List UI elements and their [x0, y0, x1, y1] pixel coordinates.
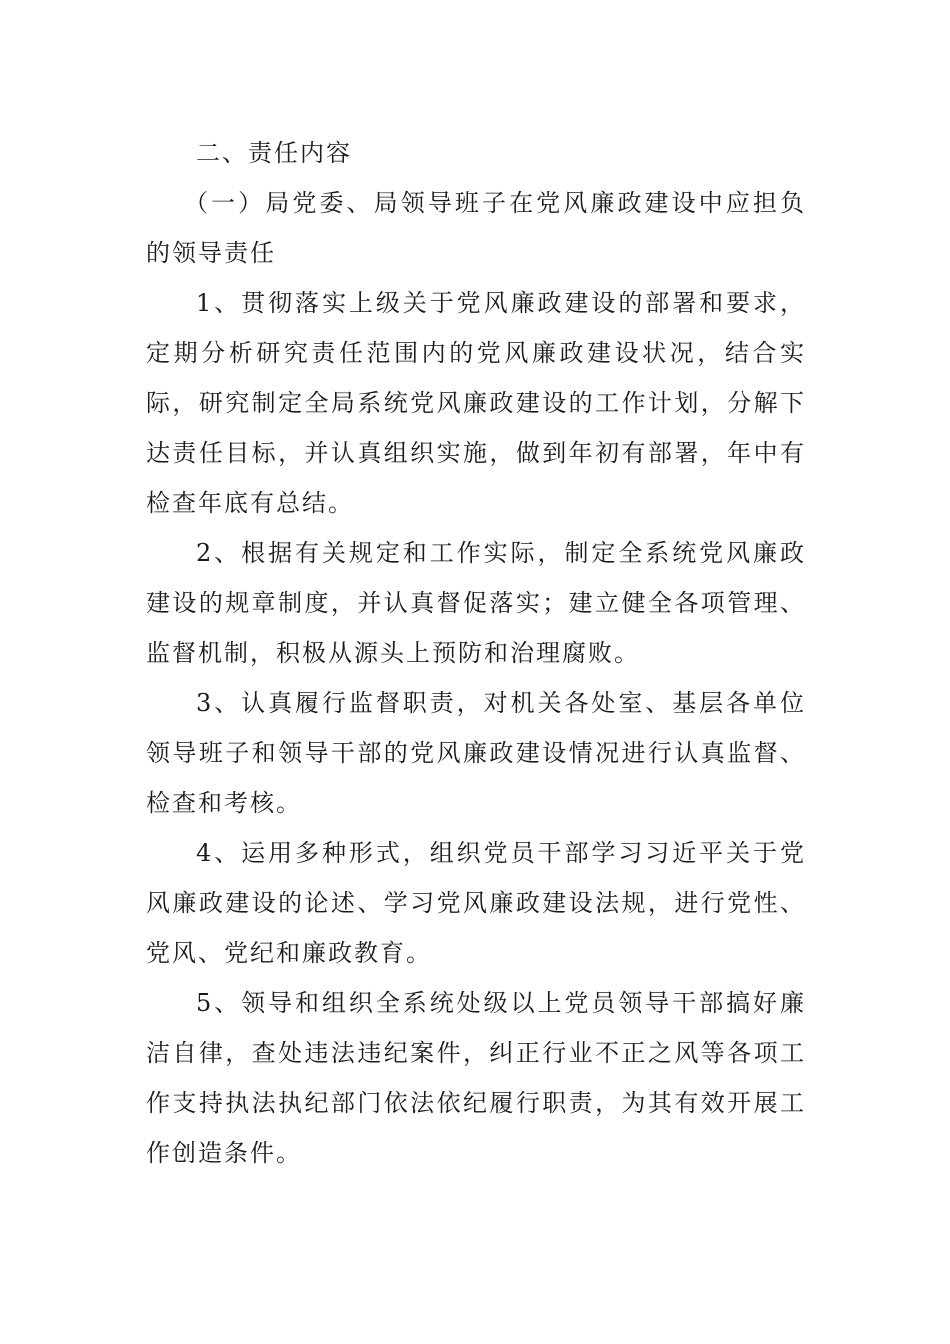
paragraph-item-1: 1、贯彻落实上级关于党风廉政建设的部署和要求，定期分析研究责任范围内的党风廉政建设状况，结合实际，研究制定全局系统党风廉政建设的工作计划，分解下达责任目标，并认真组织实施，做到年初有部署，年中有检查年底有总结。 — [146, 289, 806, 517]
paragraph-item-4: 4、运用多种形式，组织党员干部学习习近平关于党风廉政建设的论述、学习党风廉政建设法规，进行党性、党风、党纪和廉政教育。 — [146, 839, 806, 967]
paragraph-item-3: 3、认真履行监督职责，对机关各处室、基层各单位领导班子和领导干部的党风廉政建设情况进行认真监督、检查和考核。 — [146, 689, 806, 817]
paragraph-item-5: 5、领导和组织全系统处级以上党员领导干部搞好廉洁自律，查处违法违纪案件，纠正行业不正之风等各项工作支持执法执纪部门依法依纪履行职责，为其有效开展工作创造条件。 — [146, 989, 806, 1167]
subsection-title: （一）局党委、局领导班子在党风廉政建设中应担负的领导责任 — [146, 189, 806, 267]
section-title: 二、责任内容 — [196, 139, 352, 167]
paragraph-item-2: 2、根据有关规定和工作实际，制定全系统党风廉政建设的规章制度，并认真督促落实；建立健全各项管理、监督机制，积极从源头上预防和治理腐败。 — [146, 539, 806, 667]
document-body — [146, 128, 806, 1178]
